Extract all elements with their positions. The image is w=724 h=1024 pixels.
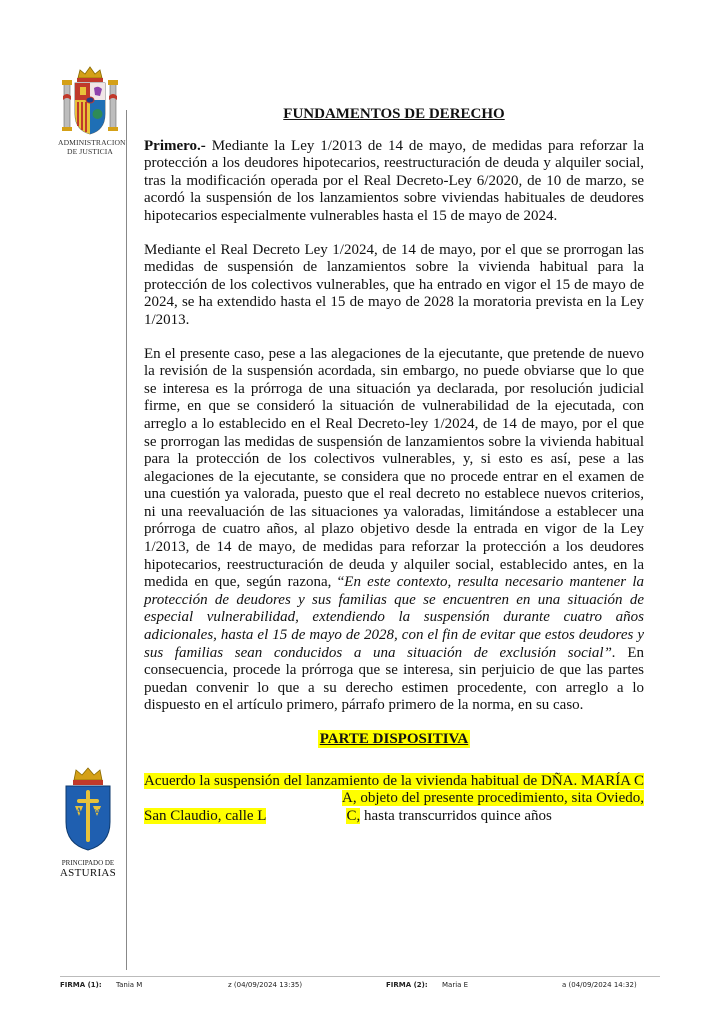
quoted-italic-text: En este contexto, resulta necesario mantener la protección de deudores y sus familias que se encuentren en una situación de especial vulnerabilidad, extendiendo la suspensión durante cuatro años adicionales, hasta el 15 de mayo de 2028, con el fin de evitar que estos deudores y sus familias sean conducidos a una situación de exclusión social”.: [144, 574, 644, 661]
signature-footer: [60, 976, 660, 997]
paragraph-text: Mediante la Ley 1/2013 de 14 de mayo, de medidas para reforzar la protección a los deudores hipotecarios, reestructuración de deuda y alquiler social, tras la modificación operada por el Real Decreto-Ley 6/2020, de 10 de marzo, se acordó la suspensión de los lanzamientos sobre viviendas habituales de deudores hipotecarios especialmente vulnerables hasta el 15 de mayo de 2024.: [144, 137, 644, 224]
highlighted-text-1: Acuerdo la suspensión del lanzamiento de la vivienda habitual de DÑA. MARÍA C: [144, 772, 644, 789]
paragraph-presente-caso: [144, 346, 644, 715]
dispositiva-heading-wrap: [144, 731, 644, 749]
signature-2-name: Maria E: [442, 981, 469, 989]
signature-1-name: Tania M: [116, 981, 143, 989]
section-heading: FUNDAMENTOS DE DERECHO: [283, 106, 505, 122]
highlighted-text-3: C,: [346, 807, 361, 824]
paragraph-tail: En consecuencia, procede la prórroga que se interesa, sin perjuicio de que las partes puedan convenir lo que a su derecho estimen procedente, con arreglo a lo dispuesto en el artículo primero, párrafo primero de la norma, en su caso.: [144, 644, 644, 714]
document-body: [144, 104, 644, 840]
paragraph-lead: Primero.-: [144, 137, 206, 154]
asturias-caption-line1: PRINCIPADO DE: [61, 859, 115, 867]
dispositiva-heading: PARTE DISPOSITIVA: [319, 731, 469, 747]
spain-coat-of-arms-icon: [60, 64, 120, 138]
asturias-caption-line2: ASTURIAS: [59, 867, 117, 879]
left-margin-rule: [126, 110, 127, 970]
paragraph-text: En el presente caso, pese a las alegaciones de la ejecutante, que pretende de nuevo la revisión de la suspensión acordada, sin embargo, no puede obviarse que lo que se interesa es la prórroga de una situación ya declarada, por resolución judicial firme, en que se consideró la situación de vulnerabilidad de la ejecutada, con arreglo a lo establecido en el Real Decreto-ley 1/2024, de 14 de mayo, por el que se prorrogan las medidas de suspensión de lanzamientos sobre la vivienda habitual para la protección de los colectivos vulnerables, y, si esto es así, pese a las alegaciones de la ejecutante, se considera que no procede entrar en el examen de una cuestión ya valorada, puesto que el real decreto no establece nuevos criterios, ni una reevaluación de las situaciones ya valoradas, limitándose a establecer una prórroga de cuatro años, al plazo objetivo desde la entrada en vigor de la Ley 1/2013, de 14 de mayo, de medidas para reforzar la protección a los deudores hipotecarios, reestructuración de deuda y alquiler social, establecido antes, en la medida en que, según razona, “: [144, 345, 644, 591]
signature-2-label: FIRMA (2):: [386, 981, 428, 989]
asturias-coat-of-arms-icon: [61, 766, 115, 852]
paragraph-primero: [144, 138, 644, 226]
svg-text:A: A: [76, 806, 82, 815]
signature-1-date: z (04/09/2024 13:35): [228, 981, 303, 989]
signature-1-label: FIRMA (1):: [60, 981, 102, 989]
svg-text:ω: ω: [93, 806, 101, 815]
asturias-emblem: [56, 766, 120, 879]
paragraph-decreto: Mediante el Real Decreto Ley 1/2024, de 14 de mayo, por el que se prorrogan las medidas de suspensión de lanzamientos sobre la vivienda habitual para la protección de los colectivos vulnerables, que ha entrado en vigor el 15 de mayo de 2024, se ha extendido hasta el 15 de mayo de 2028 la moratoria prevista en la Ley 1/2013.: [144, 241, 644, 328]
paragraph-tail: hasta transcurridos quince años: [360, 807, 552, 824]
justice-caption-line2: DE JUSTICIA: [66, 147, 114, 156]
highlighted-text-2: A, objeto del presente procedimiento, sita Oviedo, San Claudio, calle L: [144, 790, 644, 824]
justice-caption-line1: ADMINISTRACION: [58, 138, 126, 147]
paragraph-acuerdo: [144, 773, 644, 826]
signature-2-date: a (04/09/2024 14:32): [562, 981, 637, 989]
justice-emblem: [58, 64, 126, 160]
